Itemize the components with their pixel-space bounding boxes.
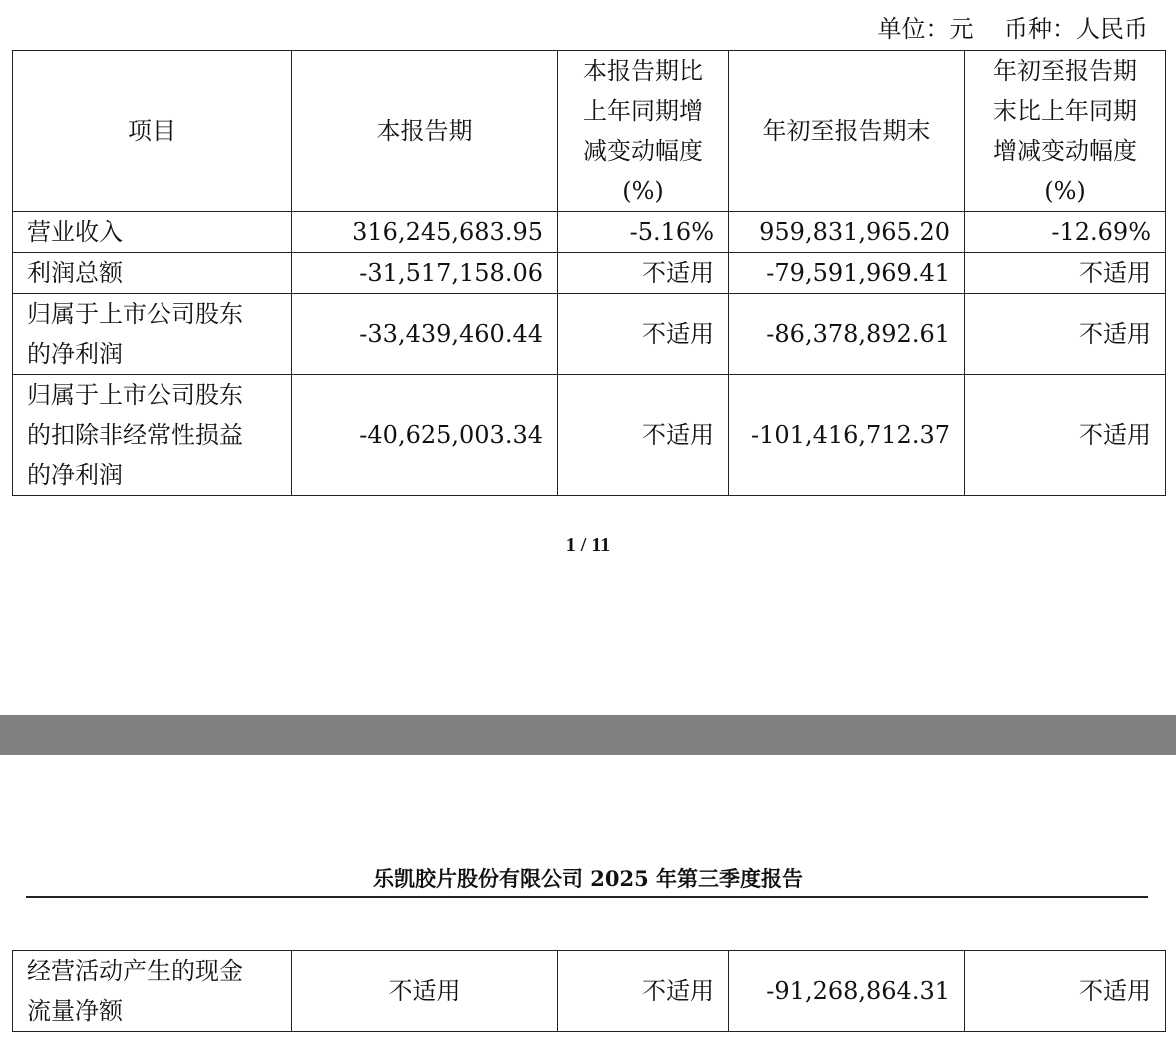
- cell-ytd: -91,268,864.31: [729, 951, 965, 1032]
- table-header-row: [13, 51, 1166, 212]
- row-item: 归属于上市公司股东 的净利润: [13, 294, 292, 375]
- row-item: 归属于上市公司股东 的扣除非经常性损益 的净利润: [13, 375, 292, 496]
- cell-ytd: -101,416,712.37: [729, 375, 965, 496]
- cell-ytd: -86,378,892.61: [729, 294, 965, 375]
- row-item: 经营活动产生的现金 流量净额: [13, 951, 292, 1032]
- running-header-title: 乐凯胶片股份有限公司 2025 年第三季度报告: [372, 866, 804, 891]
- row-item: 利润总额: [13, 253, 292, 294]
- unit-currency-note: 单位：元 币种：人民币: [877, 15, 1148, 43]
- cell-current: 316,245,683.95: [292, 212, 558, 253]
- cell-current-change: -5.16%: [558, 212, 729, 253]
- row-item: 营业收入: [13, 212, 292, 253]
- cell-ytd: 959,831,965.20: [729, 212, 965, 253]
- cell-current-change: 不适用: [558, 375, 729, 496]
- cell-ytd-change: 不适用: [965, 253, 1166, 294]
- cell-ytd-change: 不适用: [965, 951, 1166, 1032]
- table-row: [13, 294, 1166, 375]
- cell-ytd-change: 不适用: [965, 294, 1166, 375]
- cell-ytd-change: -12.69%: [965, 212, 1166, 253]
- table-row: [13, 253, 1166, 294]
- key-financials-table-continued: [12, 950, 1166, 1032]
- header-ytd-change: 年初至报告期 末比上年同期 增减变动幅度 (%): [965, 51, 1166, 212]
- header-rule: [26, 896, 1148, 898]
- page-number: 1 / 11: [565, 534, 611, 556]
- key-financials-table: [12, 50, 1166, 496]
- table-row: [13, 951, 1166, 1032]
- header-ytd: 年初至报告期末: [729, 51, 965, 212]
- cell-current: -31,517,158.06: [292, 253, 558, 294]
- cell-current-change: 不适用: [558, 253, 729, 294]
- table-row: [13, 375, 1166, 496]
- header-item: 项目: [13, 51, 292, 212]
- header-current-period: 本报告期: [292, 51, 558, 212]
- cell-ytd-change: 不适用: [965, 375, 1166, 496]
- header-current-change: 本报告期比 上年同期增 减变动幅度 (%): [558, 51, 729, 212]
- cell-ytd: -79,591,969.41: [729, 253, 965, 294]
- table-row: [13, 212, 1166, 253]
- cell-current-change: 不适用: [558, 951, 729, 1032]
- cell-current: -33,439,460.44: [292, 294, 558, 375]
- cell-current: 不适用: [292, 951, 558, 1032]
- cell-current: -40,625,003.34: [292, 375, 558, 496]
- page-separator: [0, 715, 1176, 755]
- cell-current-change: 不适用: [558, 294, 729, 375]
